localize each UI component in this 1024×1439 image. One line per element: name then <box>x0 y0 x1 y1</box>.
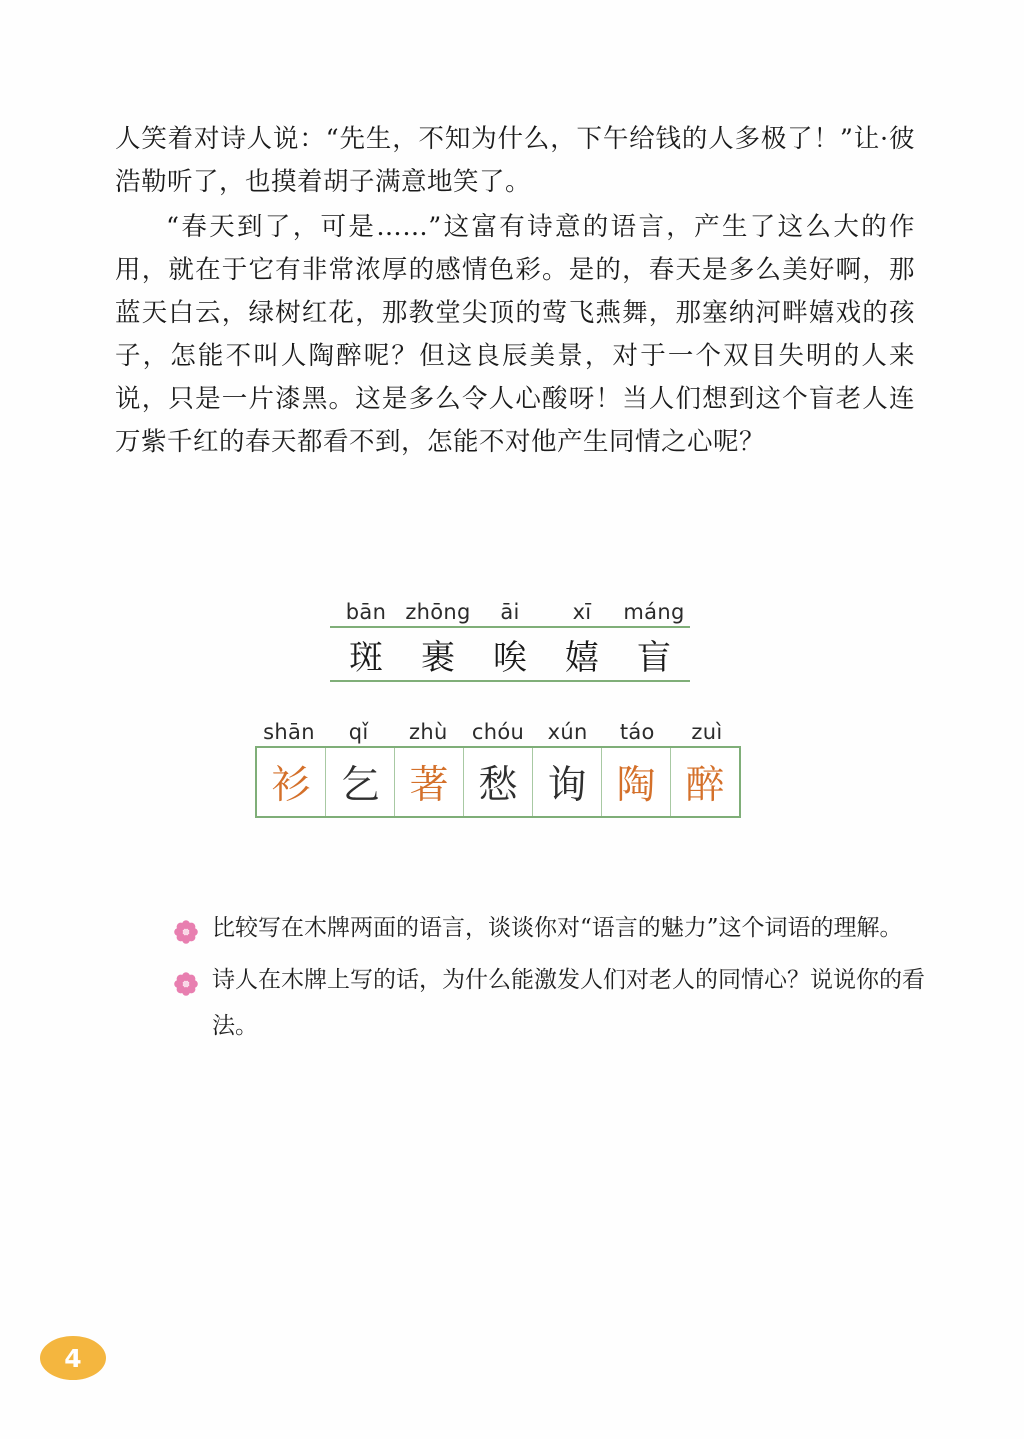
question-text: 诗人在木牌上写的话，为什么能激发人们对老人的同情心？说说你的看法。 <box>212 967 925 1039</box>
pinyin-cell: táo <box>619 720 655 744</box>
hanzi-cell: 衫 <box>257 748 326 816</box>
flower-icon <box>174 966 198 990</box>
pinyin-cell: āi <box>500 600 520 624</box>
body-text <box>115 118 915 466</box>
page-number-badge: 4 <box>40 1336 106 1380</box>
vocab-write-grid <box>255 746 741 818</box>
hanzi-cell: 陶 <box>602 748 671 816</box>
pinyin-cell: chóu <box>471 720 525 744</box>
pinyin-cell: shān <box>263 720 315 744</box>
vocab-recognize-grid <box>330 626 690 682</box>
questions-section <box>170 905 960 1055</box>
vocab-write-block <box>255 720 741 818</box>
vocab-recognize-block <box>330 600 690 682</box>
question-text: 比较写在木牌两面的语言，谈谈你对“语言的魅力”这个词语的理解。 <box>212 915 903 941</box>
pinyin-cell: xī <box>572 600 592 624</box>
pinyin-cell: zuì <box>691 720 723 744</box>
vocab-recognize-pinyin-row <box>330 600 690 624</box>
hanzi-cell: 乞 <box>326 748 395 816</box>
pinyin-cell: bān <box>345 600 387 624</box>
question-item <box>170 957 960 1049</box>
hanzi-cell: 嬉 <box>565 637 599 678</box>
pinyin-cell: zhù <box>409 720 448 744</box>
paragraph-2: “春天到了，可是……”这富有诗意的语言，产生了这么大的作用，就在于它有非常浓厚的感情色彩。是的，春天是多么美好啊，那蓝天白云，绿树红花，那教堂尖顶的莺飞燕舞，那塞纳河畔嬉戏的孩子，怎能不叫人陶醉呢？但这良辰美景，对于一个双目失明的人来说，只是一片漆黑。这是多么令人心酸呀！当人们想到这个盲老人连万紫千红的春天都看不到，怎能不对他产生同情之心呢？ <box>115 212 915 457</box>
hanzi-cell: 盲 <box>637 637 671 678</box>
paragraph-1: 人笑着对诗人说：“先生，不知为什么，下午给钱的人多极了！”让·彼浩勒听了，也摸着胡子满意地笑了。 <box>115 124 915 197</box>
flower-icon <box>174 914 198 938</box>
hanzi-cell: 唉 <box>493 637 527 678</box>
hanzi-cell: 斑 <box>349 637 383 678</box>
pinyin-cell: xún <box>547 720 588 744</box>
hanzi-cell: 醉 <box>685 763 725 808</box>
pinyin-cell: qǐ <box>348 720 369 744</box>
hanzi-cell: 愁 <box>464 748 533 816</box>
pinyin-cell: máng <box>623 600 685 624</box>
hanzi-cell: 询 <box>533 748 602 816</box>
pinyin-cell: zhōng <box>405 600 471 624</box>
hanzi-cell: 裹 <box>421 637 455 678</box>
vocab-write-pinyin-row <box>255 720 741 744</box>
hanzi-cell: 著 <box>395 748 464 816</box>
question-item <box>170 905 960 951</box>
